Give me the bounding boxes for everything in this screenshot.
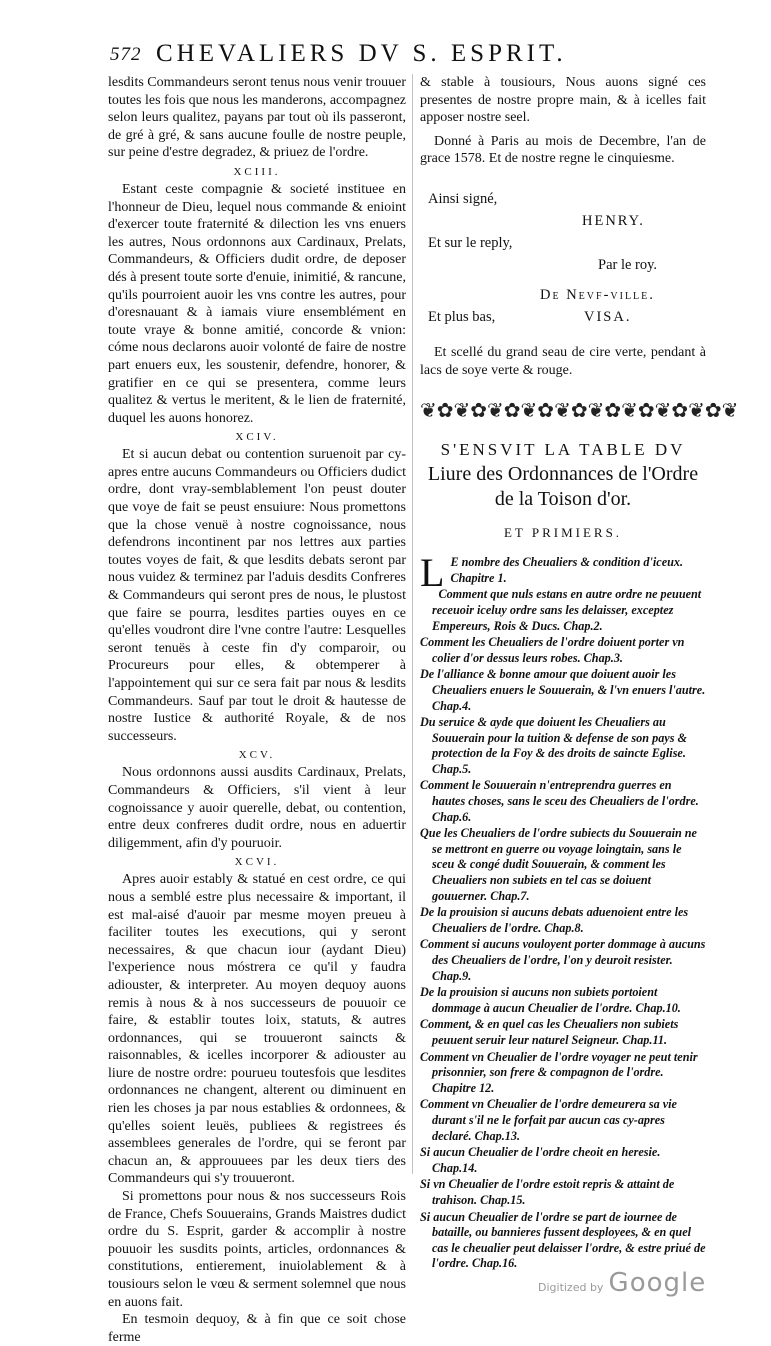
table-of-chapters	[420, 550, 706, 1272]
par-le-roy: Par le roy.	[598, 256, 658, 273]
article-text: Nous ordonnons aussi ausdits Cardinaux, Prelats, Commandeurs & Officiers, s'il vient à leur cognoissance y auoir querelle, debat, ou contention, entre deux confreres dudit ordre, nous en aduertir diligemment, afin d'y pouruoir.	[108, 765, 406, 851]
chapter-entry: Si vn Cheualier de l'ordre estoit repris & attaint de trahison. Chap.15.	[420, 1177, 675, 1207]
chapter-entry: De la prouision si aucuns debats aduenoient entre les Cheualiers de l'ordre. Chap.8.	[420, 905, 689, 935]
chapter-entry: Comment si aucuns vouloyent porter dommage à aucuns des Cheualiers de l'ordre, l'on y deuroit resister. Chap.9.	[420, 937, 706, 983]
table-heading	[420, 437, 706, 512]
chapter-entry: Si aucun Cheualier de l'ordre cheoit en heresie. Chap.14.	[420, 1145, 661, 1175]
article-numeral: XCIV.	[235, 431, 279, 444]
continued-paragraph: lesdits Commandeurs seront tenus nous venir trouuer toutes les fois que nous les manderons, accompagnez selon leurs qualitez, payans par tout où ils passeront, de gré à gré, & sans aucune foulle de nostre peuple, sur peine d'estre degradez, & priuez de l'ordre.	[108, 75, 406, 161]
chapter-entry: De la prouision si aucuns non subiets portoient dommage à aucun Cheualier de l'ordre. Chap.10.	[420, 985, 681, 1015]
article-text: Et si aucun debat ou contention suruenoit par cy-apres entre aucuns Commandeurs ou Officiers dudict ordre, dont vray-semblablement l'on peust douter que voye de fait se peust ensuiure: Nous promettons que la chose venuë à nostre cognoissance, nous defendrons incontinent par nos lettres aux parties toutes voyes de fait, & que lesdits debats seront par nous vuidez & terminez par l'aduis desdits Confreres & Commandeurs qui seront pres de nous, le plustost que faire se pourra, lesdites parties ouyes en ce qu'elles voudront dire l'vne contre l'autre: Lesquelles seront tenuës à ceste fin d'y comparoir, ou Procureurs pour elles, & obtemperer à l'appointement qui sur ce sera fait par nous & lesdits Commandeurs. Sauf par tout le droit & hautesse de nostre Iustice & authorité Royale, & de nos successeurs.	[108, 447, 406, 744]
visa: VISA.	[584, 308, 632, 325]
closing-paragraph: Si promettons pour nous & nos successeurs Rois de France, Chefs Souuerains, Grands Maistres dudict ordre du S. Esprit, garder & accomplir à nostre pouuoir les susdits points, articles, ordonnances & constitutions, entierement, inuiolablement & à tousiours selon le vœu & serment solemnel que nous en auons fait.	[108, 1189, 406, 1310]
chapter-entry-text: E nombre des Cheualiers & condition d'iceux. Chapitre 1.	[450, 555, 684, 585]
reply-note: Et sur le reply,	[428, 234, 513, 251]
digitized-by-google-watermark	[538, 1268, 706, 1298]
running-title: CHEVALIERS DV S. ESPRIT.	[156, 40, 567, 67]
seal-note: Et scellé du grand seau de cire verte, pendant à lacs de soye verte & rouge.	[420, 344, 706, 378]
article-text: Estant ceste compagnie & societé instituee en l'honneur de Dieu, lequel nous commande & enioint d'exercer toute fraternité & dilection les vns enuers les autres, Nous ordonnons aux Cardinaux, Prelats, Commandeurs, & Officiers dudit ordre, de deposer dés à present toute sorte d'enuie, inimitié, & rancune, qu'ils pourroient auoir les vns contre les autres, pour d'oresnauant & à iamais viure ensemblément en toute vraye & bonne amitié, concorde & vnion: cóme nous declarons auoir volonté de faire de nostre part enuers eux, les soustenir, defendre, honorer, & gratifier en ce qui se presentera, comme leurs qualitez & vertus le meritent, & le lien de fraternité, duquel les auons honorez.	[108, 181, 406, 426]
signature-block	[420, 188, 706, 328]
chapter-entry: Du seruice & ayde que doiuent les Cheualiers au Souuerain pour la tuition & defense de son pays & protection de la Foy & des droits de saincte Eglise. Chap.5.	[420, 715, 687, 776]
chapter-entry: De l'alliance & bonne amour que doiuent auoir les Cheualiers enuers le Souuerain, & l'vn enuers l'autre. Chap.4.	[420, 667, 706, 713]
chapter-entry: Si aucun Cheualier de l'ordre se part de iournee de bataille, ou bannieres fussent desployees, & en quel cas le cheualier peut delaisser l'ordre, & estre priué de l'ordre. Chap.16.	[420, 1209, 706, 1271]
continued-paragraph: & stable à tousiours, Nous auons signé ces presentes de nostre propre main, & à icelles fait apposer nostre seel.	[420, 75, 706, 126]
chapter-entry: Comment vn Cheualier de l'ordre demeurera sa vie durant s'il ne le forfait par aucun cas cy-apres declaré. Chap.13.	[420, 1097, 677, 1143]
subheading: ET PRIMIERS.	[503, 525, 623, 541]
plus-bas: Et plus bas,	[428, 308, 496, 325]
table-heading-caps: S'ENSVIT LA TABLE DV	[440, 440, 686, 460]
signature-secretary: De Nevf-ville.	[540, 286, 655, 303]
chapter-entry: Comment les Cheualiers de l'ordre doiuent porter vn colier d'or dessus leurs robes. Chap.3.	[420, 635, 685, 665]
chapter-entry: Comment, & en quel cas les Cheualiers non subiets peuuent seruir leur naturel Seigneur. Chap.11.	[420, 1017, 679, 1047]
chapter-entry: Que les Cheualiers de l'ordre subiects du Souuerain ne se mettront en guerre ou voyage loingtain, sans le sceu & congé dudit Souuerain, & comment les Cheualiers non subiets en tel cas se doiuent gouuerner. Chap.7.	[420, 826, 697, 903]
closing-paragraph: En tesmoin dequoy, & à fin que ce soit chose ferme	[108, 1312, 406, 1345]
table-heading-rest: Liure des Ordonnances de l'Ordre de la Toison d'or.	[427, 463, 699, 511]
date-paragraph: Donné à Paris au mois de Decembre, l'an de grace 1578. Et de nostre regne le cinquiesme.	[420, 133, 706, 167]
ainsi-signe: Ainsi signé,	[428, 190, 498, 207]
page-number: 572	[110, 44, 142, 65]
article-text: Apres auoir estably & statué en cest ordre, ce qui nous a semblé estre plus necessaire & important, il est mal-aisé d'auoir par mesme moyen preueu à faciliter toutes les executions, qui y seront necessaires, & que chacun iour (aydant Dieu) l'experience nous móstrera ce qu'il y faudra adiouster, & interpreter. Au moyen dequoy auons remis à nous & à nos successeurs de pouuoir ce faire, & establir toutes loix, statuts, & autres ordonnances, qui se trouueront saincts & raisonnables, & icelles incorporer & adiouster au liure de nostre ordre: pourueu toutesfois que lesdites ordonnances ne changent, alterent ou diminuent en rien les choses ja par nous establies & ordonnees, & qu'elles soient leuës, publiees & registrees és assemblees generales de l'ordre, qui se feront par chacun an, & approuuees par les deux tiers des Commandeurs qui s'y trouueront.	[108, 872, 406, 1187]
signature-king: HENRY.	[582, 212, 645, 229]
article-numeral: XCIII.	[233, 165, 281, 178]
watermark-prefix: Digitized by	[538, 1281, 604, 1294]
chapter-entry: Comment vn Cheualier de l'ordre voyager ne peut tenir prisonnier, son frere & compagnon de l'ordre. Chapitre 12.	[420, 1049, 698, 1095]
column-gutter	[412, 74, 413, 1174]
article-numeral: XCV.	[238, 749, 276, 762]
chapter-entry: Comment que nuls estans en autre ordre ne peuuent receuoir iceluy ordre sans les delaisser, exceptez Empereurs, Rois & Ducs. Chap.2.	[432, 587, 702, 633]
watermark-brand: Google	[608, 1268, 707, 1298]
chapter-entry	[420, 550, 706, 596]
ornament-band: ❦✿❦✿❦✿❦✿❦✿❦✿❦✿❦✿❦✿❦	[420, 400, 739, 423]
right-column	[420, 74, 739, 1273]
left-column	[108, 74, 406, 1346]
page-header	[110, 40, 670, 76]
chapter-entry: Comment le Souuerain n'entreprendra guerres en hautes choses, sans le sceu des Cheualiers de l'ordre. Chap.6.	[420, 778, 699, 824]
drop-cap: L	[420, 550, 445, 596]
article-numeral: XCVI.	[234, 856, 280, 869]
